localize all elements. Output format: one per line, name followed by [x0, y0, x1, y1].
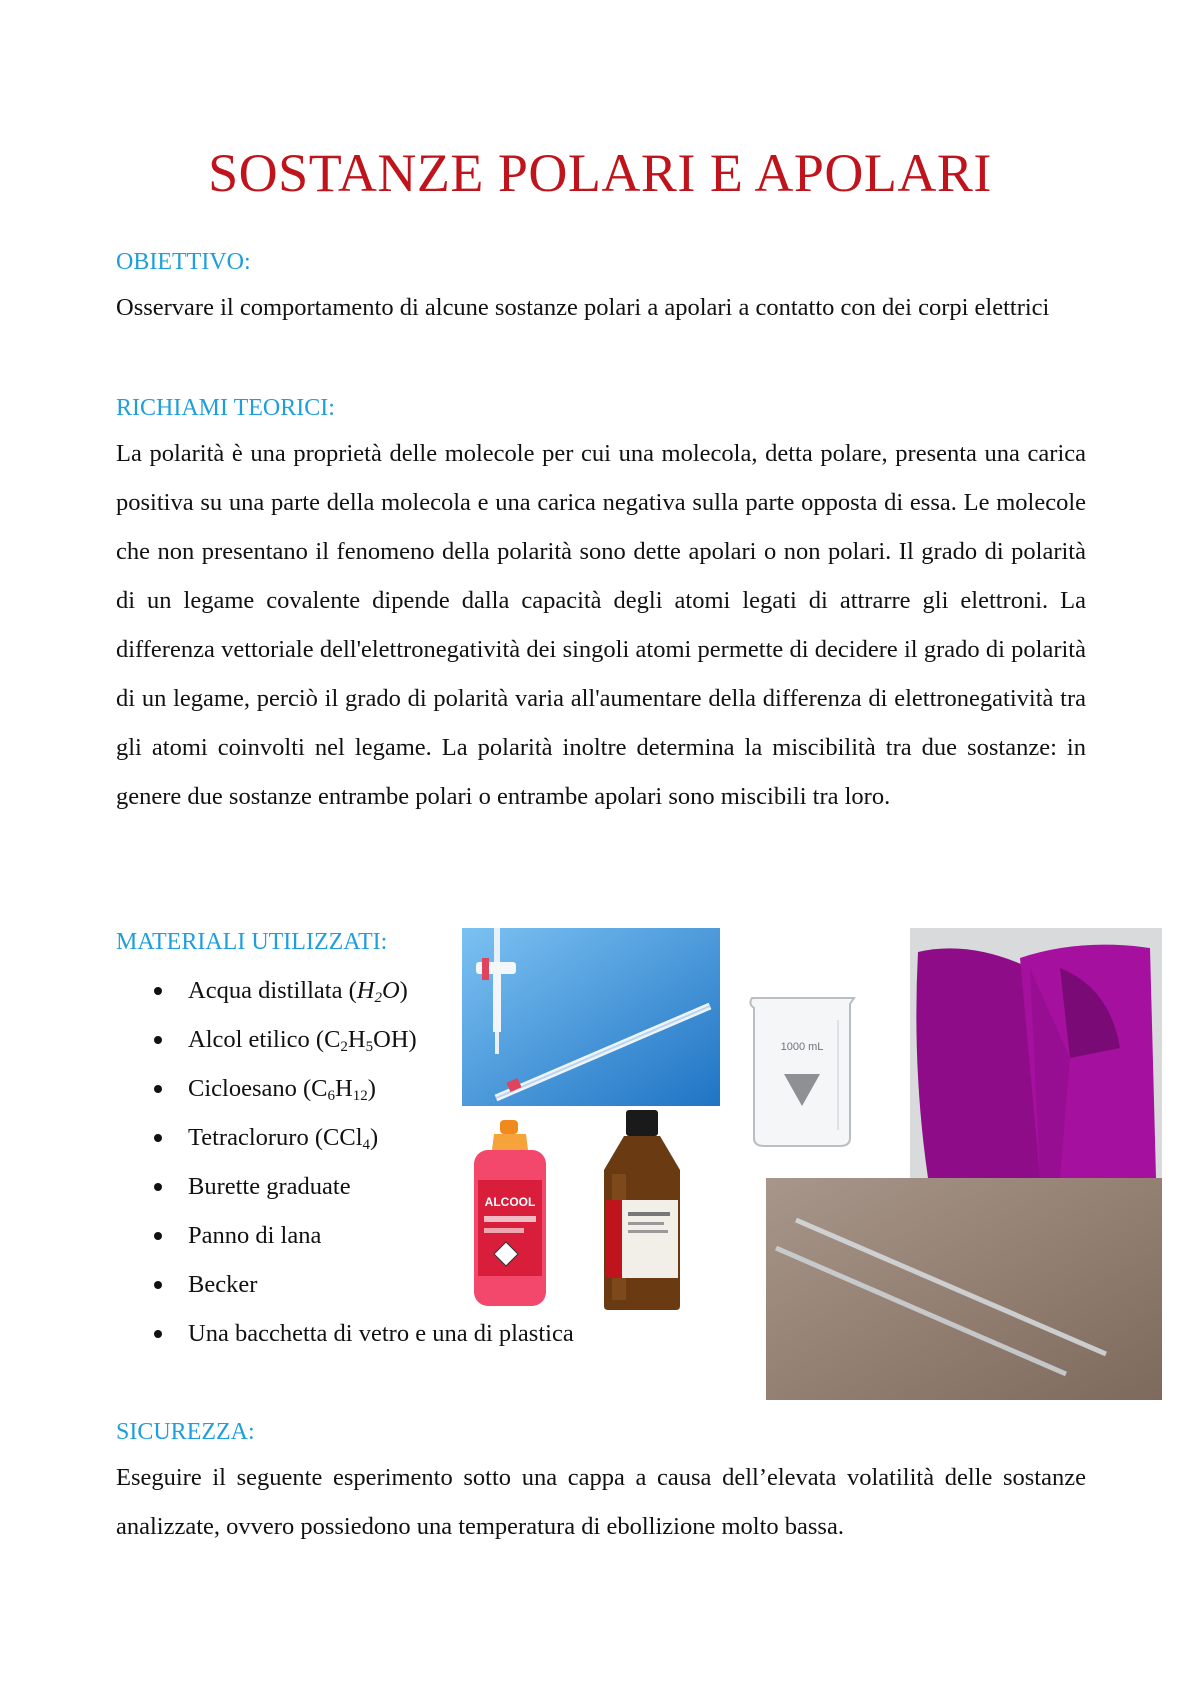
- obiettivo-text: Osservare il comportamento di alcune sostanze polari a apolari a contatto con dei corpi elettrici: [116, 294, 1050, 321]
- heading-sicurezza: SICUREZZA:: [116, 1419, 255, 1445]
- list-item: Panno di lana: [116, 1211, 574, 1260]
- reagent-bottle-photo: [596, 1110, 688, 1312]
- list-item: Becker: [116, 1260, 574, 1309]
- list-item: Cicloesano $(C_6H_{12})$: [116, 1064, 574, 1113]
- burette-photo: [462, 928, 720, 1106]
- list-item: Tetracloruro (CCl$_4$): [116, 1113, 574, 1162]
- page-title: SOSTANZE POLARI E APOLARI: [208, 143, 992, 203]
- alcohol-bottle-photo: [466, 1120, 554, 1310]
- list-item: Una bacchetta di vetro e una di plastica: [116, 1309, 574, 1358]
- richiami-text: La polarità è una proprietà delle molecole per cui una molecola, detta polare, presenta una carica positiva su una parte della molecola e una carica negativa sulla parte opposta di essa. Le molecole che non presentano il fenomeno della polarità sono dette apolari o non polari. Il grado di polarità di un legame covalente dipende dalla capacità degli atomi legati di attrarre gli elettroni. La differenza vettoriale dell'elettronegatività dei singoli atomi permette di decidere il grado di polarità di un legame, perciò il grado di polarità varia all'aumentare della differenza di elettronegatività tra gli atomi coinvolti nel legame. La polarità inoltre determina la miscibilità tra due sostanze: in genere due sostanze entrambe polari o entrambe apolari sono miscibili tra loro.: [116, 440, 1086, 810]
- list-item: Burette graduate: [116, 1162, 574, 1211]
- list-item: Alcol etilico $(C_2H_5OH)$: [116, 1015, 574, 1064]
- alcohol-label: ALCOOL: [484, 1195, 536, 1209]
- heading-richiami-teorici: RICHIAMI TEORICI:: [116, 395, 335, 421]
- sicurezza-text: Eseguire il seguente esperimento sotto una cappa a causa dell’elevata volatilità delle sostanze analizzate, ovvero possiedono una temperatura di ebollizione molto bassa.: [116, 1464, 1086, 1540]
- heading-materiali: MATERIALI UTILIZZATI:: [116, 929, 388, 955]
- beaker-photo: [742, 990, 862, 1152]
- heading-obiettivo: OBIETTIVO:: [116, 249, 251, 275]
- glass-rods-photo: [766, 1178, 1162, 1400]
- list-item: Acqua distillata $(H_2O)$: [116, 966, 574, 1015]
- beaker-label: 1000 mL: [780, 1041, 824, 1053]
- wool-cloth-photo: [910, 928, 1162, 1178]
